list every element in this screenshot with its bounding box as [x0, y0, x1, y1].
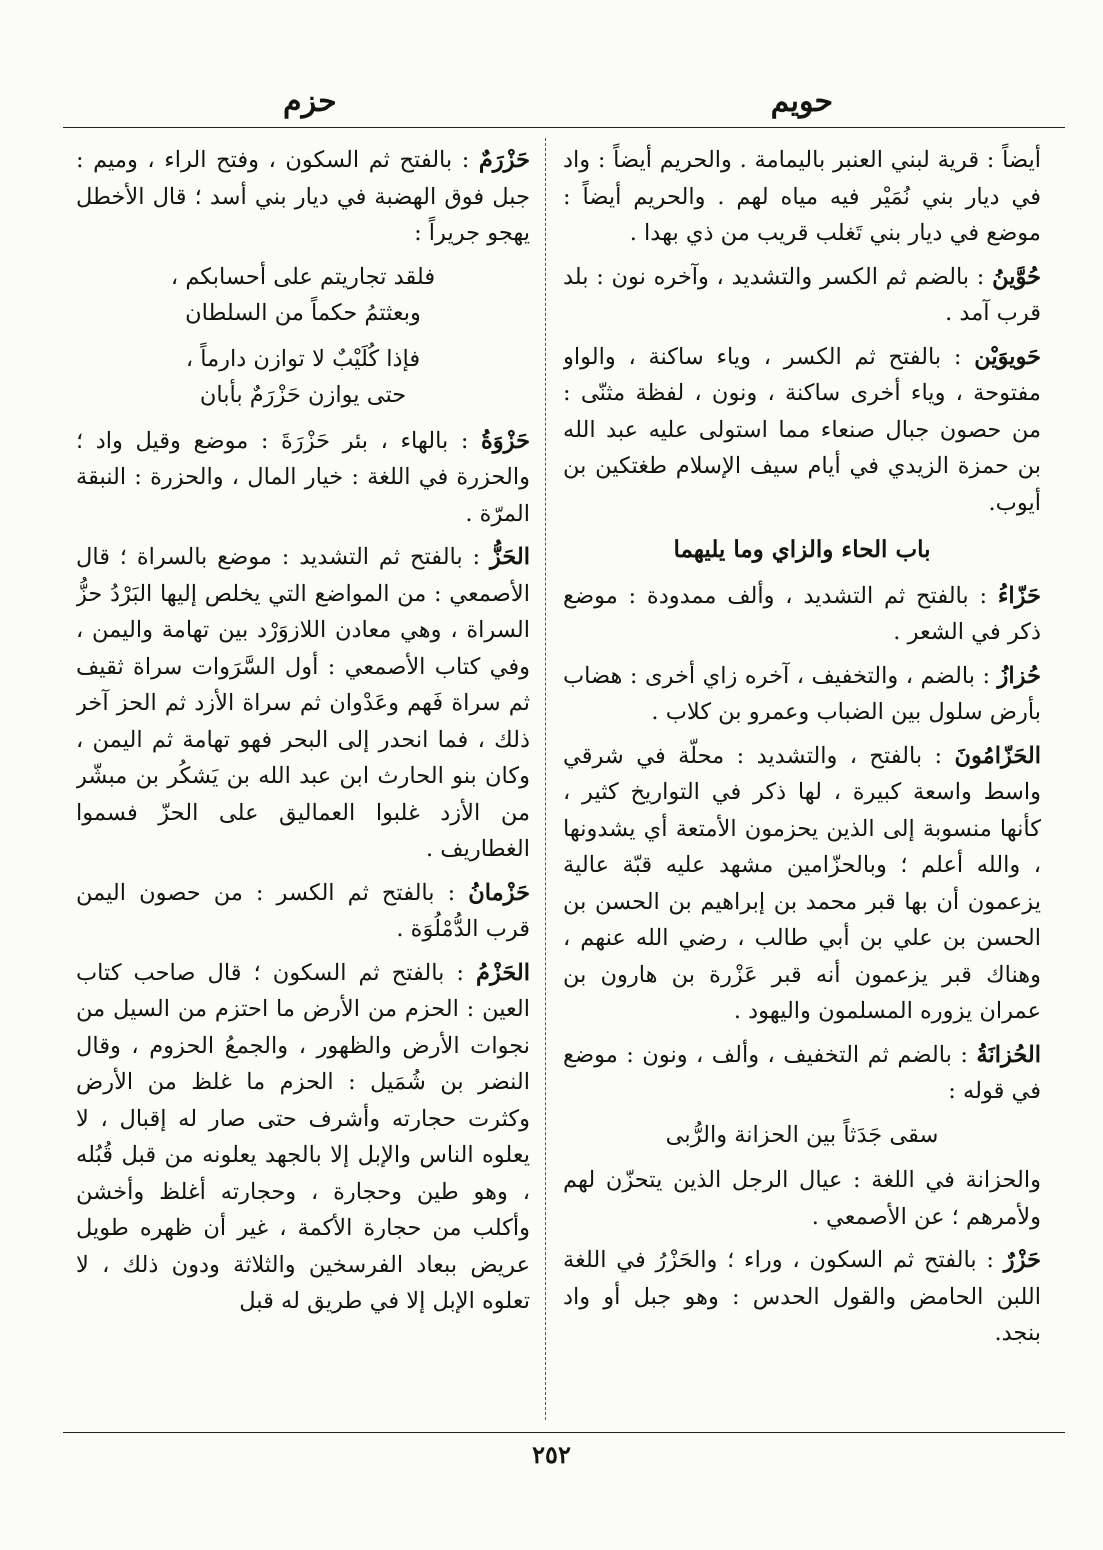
verse-line: فلقد تجاريتم على أحسابكم ، [170, 263, 436, 290]
entry-text: : بالفتح ثم السكون ، وراء ؛ والحَزْرُ في اللغة اللبن الحامض والقول الحدس : وهو جبل أو واد بنجد. [563, 1247, 1041, 1346]
entry [563, 738, 1041, 1030]
verse [76, 259, 530, 332]
page-number: ٢٥٢ [532, 1440, 571, 1469]
left-column [76, 142, 530, 1424]
verse [76, 341, 530, 414]
headword: الحُزانَةُ [976, 1041, 1041, 1068]
header-rule [63, 127, 1065, 128]
headword: حَويوَيْن [974, 343, 1041, 370]
entry-text: : بالهاء ، بئر حَزْرَةَ : موضع وقيل واد ؛ والحزرة في اللغة : خيار المال ، والحزرة : النبقة المرّة . [76, 427, 530, 527]
column-divider [545, 138, 546, 1420]
headword: حَزْوَةُ [481, 427, 530, 454]
entry-text: : بالفتح ثم الكسر : من حصون اليمن قرب الدُّمْلُوَة . [76, 879, 530, 942]
entry-text: : بالضم ، والتخفيف ، آخره زاي أخرى : هضاب بأرض سلول بين الضباب وعمرو بن كلاب . [563, 662, 1041, 725]
entry-text: : بالفتح ثم الكسر ، وياء ساكنة ، والواو مفتوحة ، وياء أخرى ساكنة ، ونون ، لفظة مثنّى : من حصون جبال صنعاء مما استولى عليه عبد الله بن حمزة الزيدي في أيام سيف الإسلام طغتكين بن أيوب. [563, 343, 1041, 516]
verse-line: سقى جَدَثاً بين الحزانة والرُّبى [665, 1121, 939, 1148]
headword: الحَزّامُونَ [954, 742, 1041, 769]
verse [563, 1117, 1041, 1154]
entry [563, 1242, 1041, 1352]
entry-text: والحزانة في اللغة : عيال الرجل الذين يتحزّن لهم ولأمرهم ؛ عن الأصمعي . [563, 1167, 1041, 1230]
entry [563, 658, 1041, 731]
entry [563, 142, 1041, 252]
entry [563, 578, 1041, 651]
entry-text: : بالفتح ، والتشديد : محلّة في شرقي واسط واسعة كبيرة ، لها ذكر في التواريخ كثير ، كأنها منسوبة إلى الذين يحزمون الأمتعة أي يشدونها ، والله أعلم ؛ وبالحزّامين مشهد عليه قبّة عالية يزعمون أن بها قبر محمد بن إبراهيم بن الحسن بن الحسن بن علي بن أبي طالب ، رضي الله عنهم ، وهناك قبر يزعمون أنه قبر عَزْرة بن هارون بن عمران يزوره المسلمون واليهود . [563, 742, 1041, 1024]
headword: حَزْرٌ [1003, 1247, 1041, 1273]
entry-text: : بالضم ثم الكسر والتشديد ، وآخره نون : بلد قرب آمد . [563, 263, 1041, 326]
entry [76, 955, 530, 1320]
entry-text: : بالضم ثم التخفيف ، وألف ، ونون : موضع في قوله : [563, 1041, 1041, 1104]
entry-text: : بالفتح ثم السكون ؛ قال صاحب كتاب العين : الحزم من الأرض ما احتزم من السيل من نجوات الأرض والظهور ، والجمعُ الحزوم ، وقال النضر بن شُمَيل : الحزم ما غلظ من الأرض وكثرت حجارته وأشرف حتى صار له إقبال ، لا يعلوه الناس والإبل إلا بالجهد يعلونه من قبل قُبُله ، وهو طين وحجارة ، وحجارته أغلظ وأخشن وأكلب من حجارة الأكمة ، غير أن ظهره طويل عريض ببعاد الفرسخين والثلاثة ودون ذلك ، لا تعلوه الإبل إلا في طريق له قبل [76, 959, 530, 1314]
running-header-right: حويم [770, 84, 833, 119]
entry-text: أيضاً : قرية لبني العنبر باليمامة . والحريم أيضاً : واد في ديار بني نُمَيْر فيه مياه لهم . والحريم أيضاً : موضع في ديار بني تَغلب قريب من ذي بهدا . [563, 147, 1041, 246]
right-column [563, 142, 1041, 1424]
entry [563, 1037, 1041, 1110]
headword: حَزْمانُ [468, 879, 530, 906]
headword: حُوَّينُ [992, 263, 1041, 290]
entry [563, 339, 1041, 522]
entry [76, 423, 530, 533]
entry-text: : بالفتح ثم التشديد : موضع بالسراة ؛ قال الأصمعي : من المواضع التي يخلص إليها البَرْدُ حزُّ السراة ، وهي معادن اللازوَرْد بين تهامة واليمن ، وفي كتاب الأصمعي : أول السَّرَوات سراة ثقيف ثم سراة فَهم وعَدْوان ثم سراة الأزد ثم الحز آخر ذلك ، فما انحدر إلى البحر فهو تهامة ثم اليمن ، وكان بنو الحارث ابن عبد الله بن يَشكُر بن مبشّر من الأزد غلبوا العماليق على الحزّ فسموا الغطاريف . [76, 544, 530, 862]
entry [76, 142, 530, 252]
verse-line: فإذا كُلَيْبٌ لا توازن دارماً ، [185, 345, 421, 372]
headword: الحَزُّ [489, 544, 530, 570]
section-title: باب الحاء والزاي وما يليهما [673, 536, 931, 563]
entry-text: : بالفتح ثم التشديد ، وألف ممدودة : موضع ذكر في الشعر . [563, 582, 1041, 645]
headword: الحَزْمُ [476, 959, 530, 986]
headword: حَزْرَمٌ [478, 147, 530, 173]
verse-line: وبعثتمُ حكماً من السلطان [185, 300, 421, 326]
headword: حَزّاءُ [997, 582, 1041, 609]
entry [76, 875, 530, 948]
entry-text: : بالفتح ثم السكون ، وفتح الراء ، وميم : جبل فوق الهضبة في ديار بني أسد ؛ قال الأخطل يهجو جريراً : [76, 147, 530, 246]
running-header-left: حزم [283, 84, 337, 119]
entry [76, 539, 530, 868]
footer-rule [63, 1432, 1065, 1433]
headword: حُزازُ [997, 662, 1041, 689]
entry [563, 259, 1041, 332]
verse-line: حتى يوازن حَزْرَمٌ بأبان [199, 382, 407, 408]
entry [563, 1162, 1041, 1235]
